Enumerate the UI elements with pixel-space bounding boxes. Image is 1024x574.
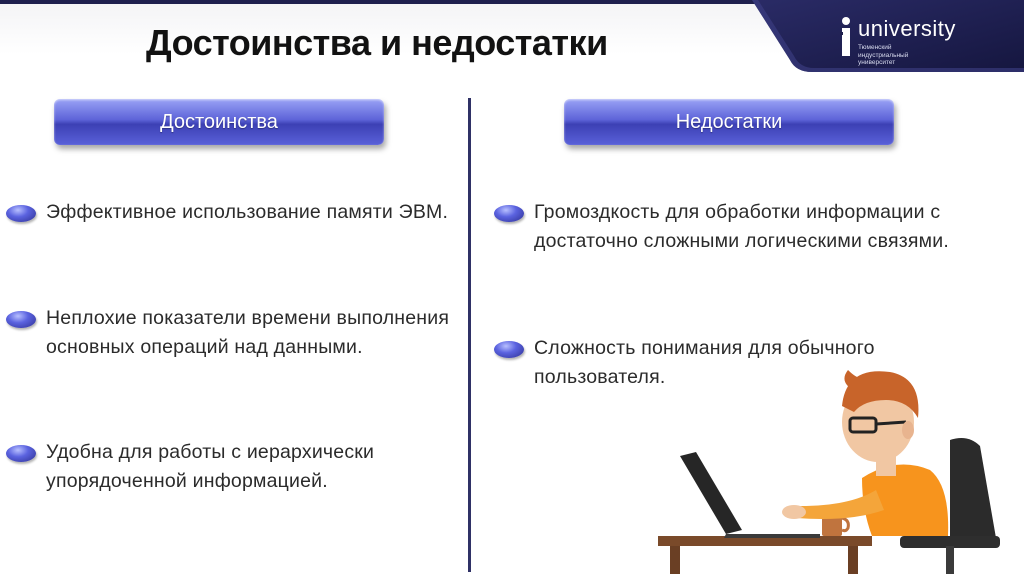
chair-back-icon — [950, 438, 996, 546]
blue-oval-bullet-icon — [6, 311, 36, 328]
university-logo-mark-icon — [838, 16, 854, 58]
advantage-item-text: Эффективное использование памяти ЭВМ. — [46, 201, 449, 223]
blue-oval-bullet-icon — [494, 205, 524, 222]
blue-oval-bullet-icon — [6, 445, 36, 462]
disadvantage-item-text: Громоздкость для обработки информации с достаточно сложными логическими связями. — [534, 201, 949, 252]
page-title: Достоинства и недостатки — [146, 22, 608, 63]
university-logo — [838, 14, 1018, 68]
person-at-laptop-illustration — [650, 360, 1024, 574]
disadvantage-item — [494, 198, 1022, 256]
advantage-item-text: Удобна для работы с иерархически упорядоченной информацией. — [46, 441, 375, 492]
logo-subtitle: Тюменский индустриальный университет — [858, 44, 909, 66]
advantages-header-button: Достоинства — [54, 99, 384, 145]
blue-oval-bullet-icon — [494, 341, 524, 358]
disadvantages-header-button: Недостатки — [564, 99, 894, 145]
advantage-item — [6, 304, 466, 362]
logo-wordmark: university — [858, 16, 956, 41]
column-divider — [468, 98, 471, 572]
advantage-item — [6, 198, 466, 227]
laptop-icon — [680, 452, 742, 534]
disadvantage-item-text: Сложность понимания для обычного пользователя. — [534, 337, 875, 388]
advantage-item — [6, 438, 456, 496]
blue-oval-bullet-icon — [6, 205, 36, 222]
advantage-item-text: Неплохие показатели времени выполнения основных операций над данными. — [46, 307, 450, 358]
